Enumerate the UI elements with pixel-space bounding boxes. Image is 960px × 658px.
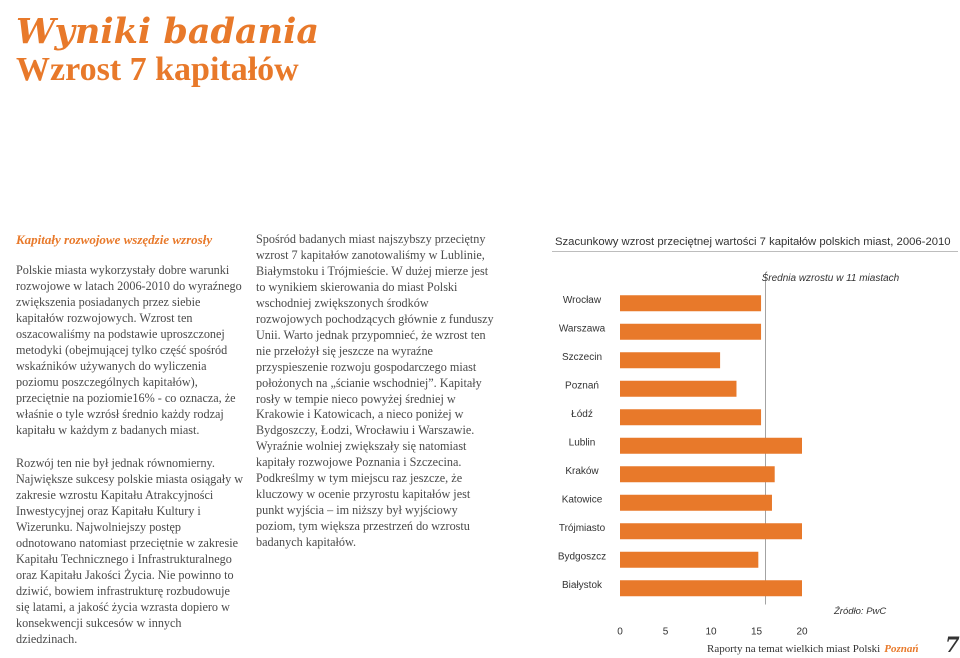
x-tick-label: 10 bbox=[705, 626, 717, 638]
x-tick-label: 15 bbox=[750, 626, 763, 638]
category-label: Bydgoszcz bbox=[557, 551, 607, 563]
x-tick-label: 0 bbox=[617, 626, 623, 638]
category-label: Szczecin bbox=[561, 351, 603, 363]
page-title: Wyniki badania bbox=[16, 11, 320, 52]
bar-chart bbox=[540, 255, 960, 638]
bar bbox=[620, 495, 772, 511]
bar bbox=[620, 295, 761, 311]
page-number: 7 bbox=[945, 632, 960, 657]
page-subtitle: Wzrost 7 kapitałów bbox=[16, 51, 299, 88]
category-label: Wrocław bbox=[562, 294, 602, 306]
bar bbox=[620, 352, 720, 368]
x-tick-label: 5 bbox=[662, 626, 669, 638]
bar bbox=[620, 381, 736, 397]
paragraph-1: Polskie miasta wykorzystały dobre warunki rozwojowe w latach 2006-2010 do wyraźnego zwiększenia posiadanych przez siebie kapitałów rozwojowych. Wzrost ten oszacowaliśmy na podstawie uproszczonej metodyki (obejmującej tylko część spośród wskaźników używanych do wyliczenia poziomu poszczególnych kapitałów), przeciętnie na poziomie16% - co oznacza, że właśnie o tyle wzrósł średnio każdy rodzaj kapitału w każdym z badanych miast. bbox=[16, 263, 242, 437]
category-label: Białystok bbox=[561, 579, 603, 591]
category-label: Poznań bbox=[565, 380, 599, 392]
chart-title-rule bbox=[552, 251, 958, 252]
bar bbox=[620, 324, 761, 340]
bar bbox=[620, 438, 802, 454]
footer-text: Raporty na temat wielkich miast Polski bbox=[707, 643, 881, 655]
average-label: Średnia wzrostu w 11 miastach bbox=[761, 273, 900, 284]
category-label: Warszawa bbox=[558, 323, 606, 335]
footer-city: Poznań bbox=[884, 643, 919, 655]
bar bbox=[620, 523, 802, 539]
paragraph-2: Rozwój ten nie był jednak równomierny. Największe sukcesy polskie miasta osiągały w zakresie wzrostu Kapitału Atrakcyjności Inwestycyjnej oraz Kapitału Kultury i Wizerunku. Najwolniejszy postęp odnotowano natomiast przeciętnie w zakresie Kapitału Technicznego i Infrastrukturalnego oraz Kapitału Jakości Życia. Nie powinno to dziwić, bowiem infrastrukturę rozbudowuje się latami, a jakość życia wzrasta dopiero w konsekwencji sukcesów w innych dziedzinach. bbox=[16, 456, 244, 646]
category-label: Łódź bbox=[571, 408, 593, 420]
category-label: Kraków bbox=[565, 465, 599, 477]
bar bbox=[620, 580, 802, 596]
chart-source: Źródło: PwC bbox=[834, 606, 887, 617]
paragraph-3: Spośród badanych miast najszybszy przeciętny wzrost 7 kapitałów zanotowaliśmy w Lublinie, Białymstoku i Trójmieście. W dużej mierze jest to wynikiem skierowania do miast Polski wschodniej zwiększonych środków rozwojowych pochodzących głównie z funduszy Unii. Warto jednak przypomnieć, że wzrost ten nie przełożył się jeszcze na wyraźne przyspieszenie rozwoju gospodarczego miast położonych na „ścianie wschodniej”. Kapitały rosły w tempie nieco powyżej średniej w Krakowie i Katowicach, a nieco poniżej w Bydgoszczy, Łodzi, Wrocławiu i Warszawie. Wyraźnie wolniej zwiększały się natomiast kapitały rozwojowe Poznania i Szczecina. Podkreślmy w tym miejscu raz jeszcze, że kluczowy w ocenie przyrostu kapitałów jest punkt wyjścia – im niższy był wyjściowy poziom, tym większa przestrzeń do wzrostu badanych kapitałów. bbox=[256, 232, 494, 550]
section-heading: Kapitały rozwojowe wszędzie wzrosły bbox=[16, 232, 213, 247]
text-column-middle bbox=[256, 232, 496, 551]
text-column-left bbox=[16, 232, 244, 648]
category-label: Lublin bbox=[568, 437, 596, 449]
page-footer bbox=[707, 643, 918, 655]
bar bbox=[620, 466, 775, 482]
category-label: Katowice bbox=[561, 494, 603, 506]
x-tick-label: 20 bbox=[796, 626, 808, 638]
bar bbox=[620, 552, 758, 568]
bar bbox=[620, 409, 761, 425]
chart-title: Szacunkowy wzrost przeciętnej wartości 7 kapitałów polskich miast, 2006-2010 bbox=[555, 236, 951, 248]
category-label: Trójmiasto bbox=[558, 522, 606, 534]
